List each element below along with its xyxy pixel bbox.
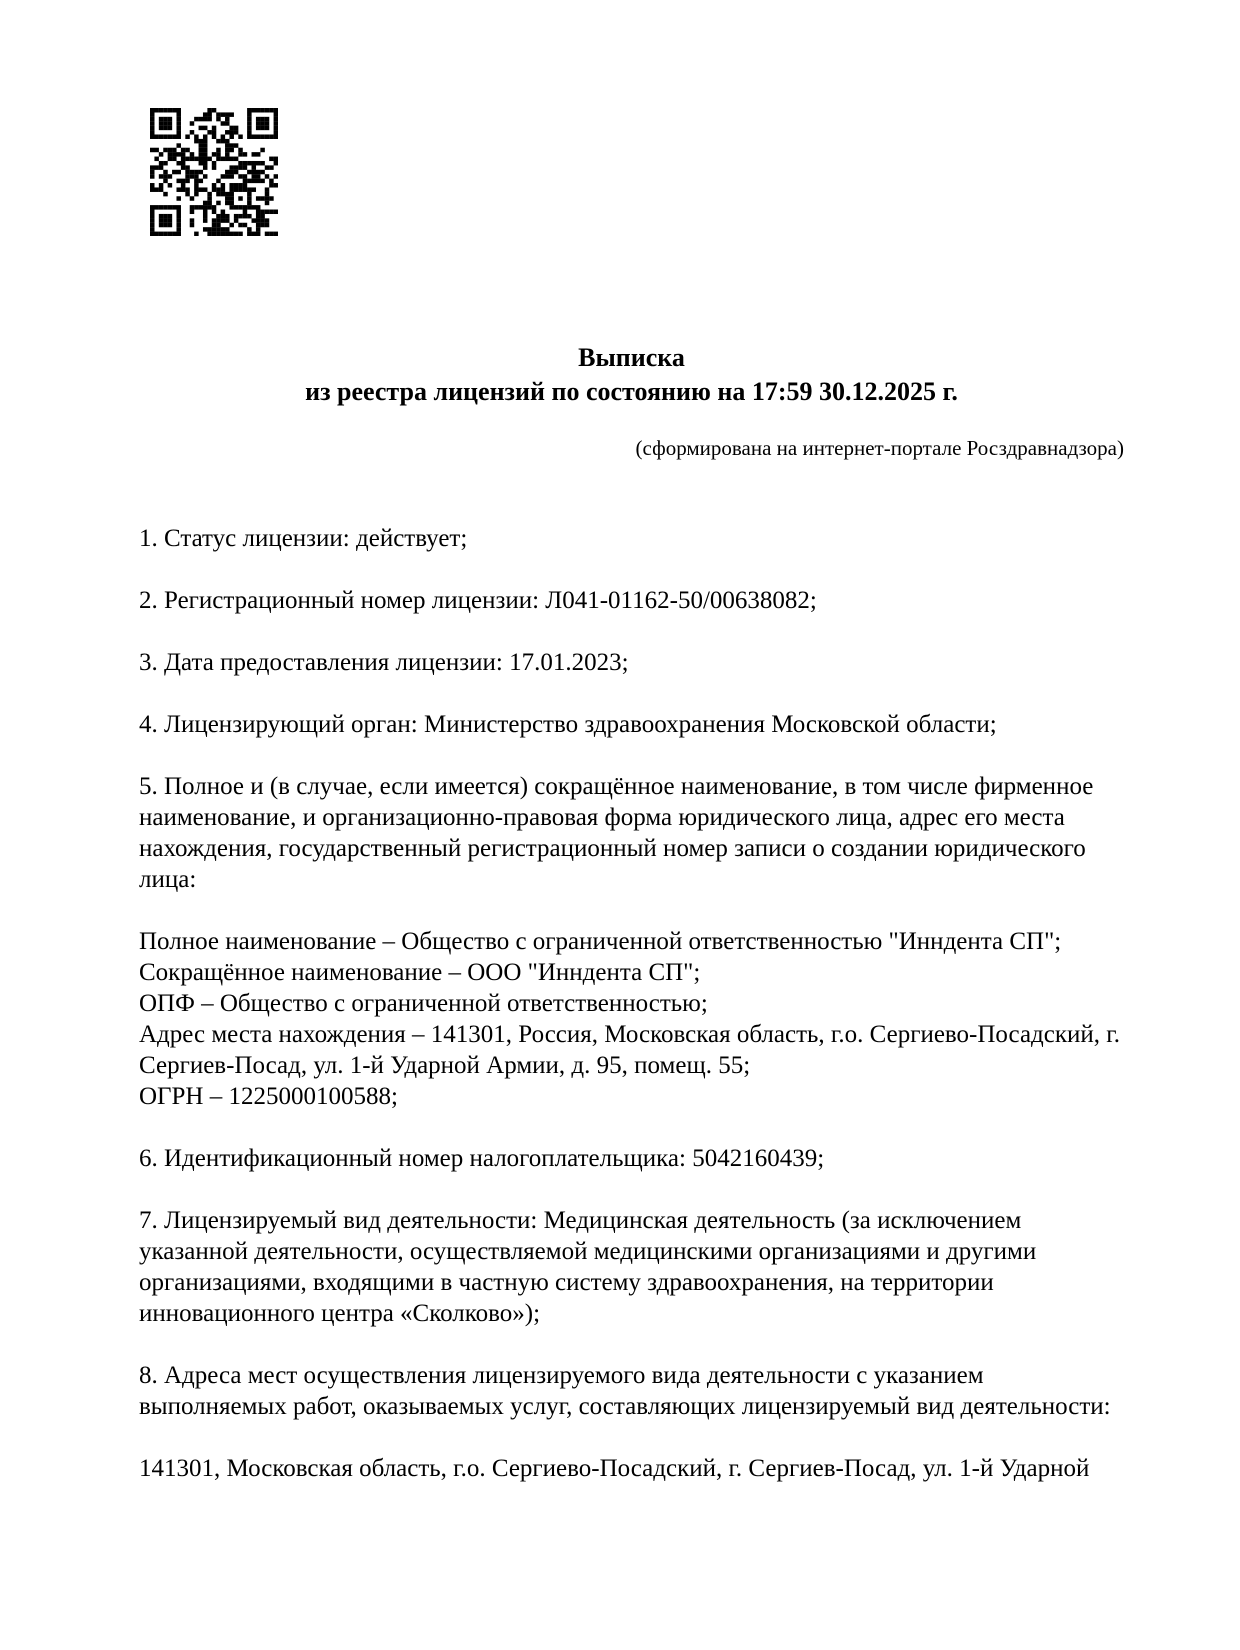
item-licensing-authority: 4. Лицензирующий орган: Министерство здравоохранения Московской области; bbox=[139, 711, 997, 738]
item-license-status: 1. Статус лицензии: действует; bbox=[139, 525, 468, 552]
org-short-name: Сокращённое наименование – ООО "Инндента СП"; bbox=[139, 959, 701, 986]
activity-address-line: 141301, Московская область, г.о. Сергиево-Посадский, г. Сергиев-Посад, ул. 1-й Ударной bbox=[139, 1455, 1090, 1482]
document-title-line1: Выписка bbox=[578, 343, 685, 372]
item-grant-date: 3. Дата предоставления лицензии: 17.01.2023; bbox=[139, 649, 629, 676]
document-body bbox=[139, 523, 1124, 1484]
org-details bbox=[139, 926, 1124, 1112]
org-address: Адрес места нахождения – 141301, Россия, Московская область, г.о. Сергиево-Посадский, г. Сергиев-Посад, ул. 1-й Ударной Армии, д. 95, помещ. 55; bbox=[139, 1021, 1120, 1079]
item-activity-type: 7. Лицензируемый вид деятельности: Медицинская деятельность (за исключением указанной деятельности, осуществляемой медицинскими организациями и другими организациями, входящими в частную систему здравоохранения, на территории инновационного центра «Сколково»); bbox=[139, 1207, 1037, 1327]
item-addresses-heading: 8. Адреса мест осуществления лицензируемого вида деятельности с указанием выполняемых работ, оказываемых услуг, составляющих лицензируемый вид деятельности: bbox=[139, 1362, 1111, 1420]
org-full-name: Полное наименование – Общество с ограниченной ответственностью "Инндента СП"; bbox=[139, 928, 1062, 955]
org-legal-form: ОПФ – Общество с ограниченной ответственностью; bbox=[139, 990, 708, 1017]
generated-note: (сформирована на интернет-портале Росздравнадзора) bbox=[635, 436, 1124, 460]
document-title bbox=[139, 341, 1124, 409]
item-registration-number: 2. Регистрационный номер лицензии: Л041-01162-50/00638082; bbox=[139, 587, 817, 614]
item-org-heading: 5. Полное и (в случае, если имеется) сокращённое наименование, в том числе фирменное наименование, и организационно-правовая форма юридического лица, адрес его места нахождения, государственный регистрационный номер записи о создании юридического лица: bbox=[139, 773, 1094, 893]
qr-code-icon bbox=[150, 108, 278, 236]
document-title-line2: из реестра лицензий по состоянию на 17:59 30.12.2025 г. bbox=[305, 377, 958, 406]
org-ogrn: ОГРН – 1225000100588; bbox=[139, 1083, 398, 1110]
item-inn: 6. Идентификационный номер налогоплательщика: 5042160439; bbox=[139, 1145, 825, 1172]
